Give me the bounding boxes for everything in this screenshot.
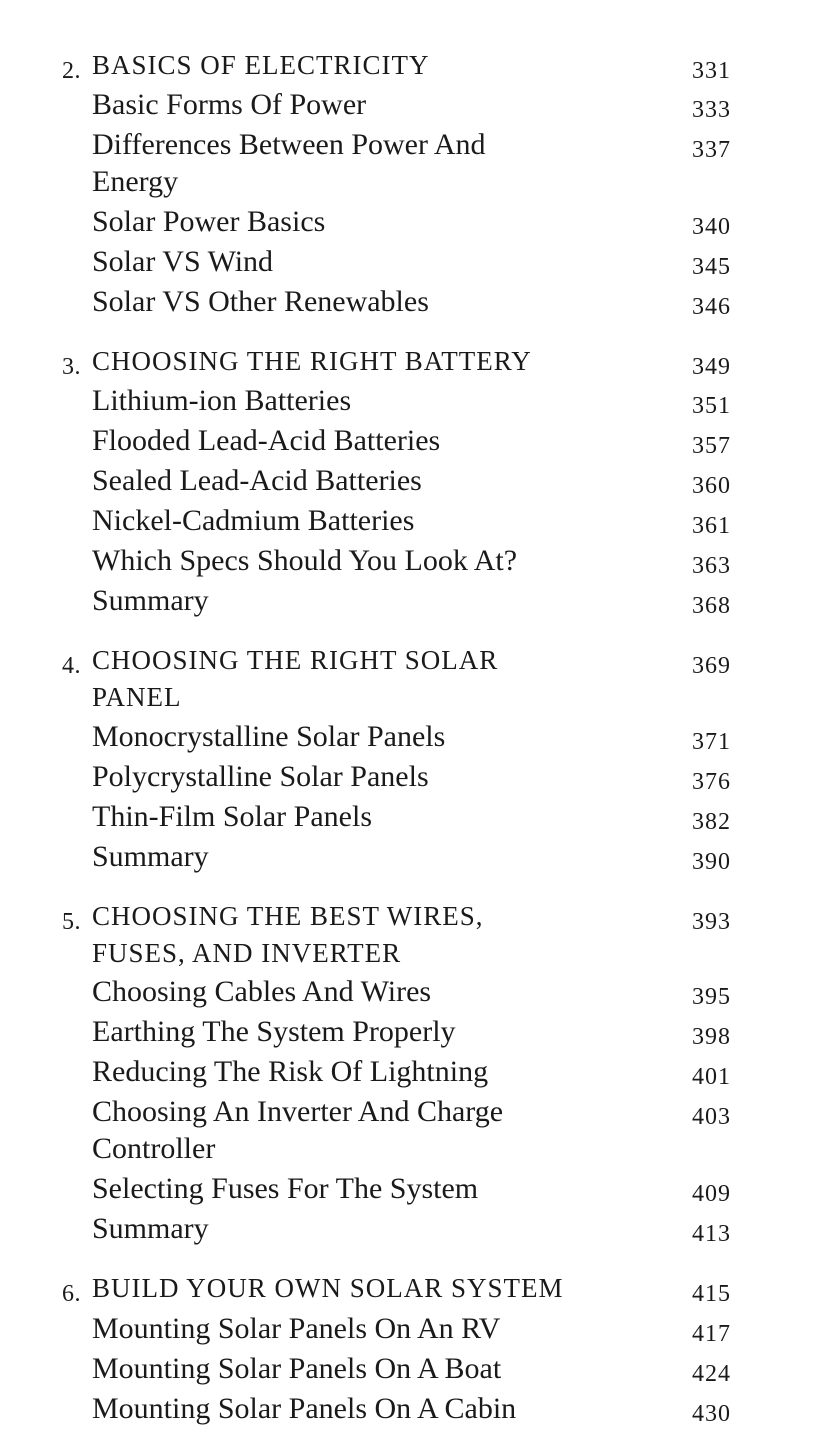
section-title: Which Specs Should You Look At? bbox=[92, 544, 518, 577]
page-number: 369 bbox=[692, 653, 731, 679]
chapter-title: CHOOSING THE RIGHT SOLAR PANEL bbox=[92, 645, 499, 712]
section-title: Thin-Film Solar Panels bbox=[92, 800, 372, 833]
section-title: Solar Power Basics bbox=[92, 205, 326, 238]
section-title: Differences Between Power And Energy bbox=[92, 128, 486, 198]
section-title: Mounting Solar Panels On A Cabin bbox=[92, 1392, 517, 1425]
section-title: Flooded Lead-Acid Batteries bbox=[92, 424, 441, 457]
page-number: 376 bbox=[692, 769, 731, 795]
section-title: Monocrystalline Solar Panels bbox=[92, 720, 446, 753]
page-number: 357 bbox=[692, 433, 731, 459]
page-number: 368 bbox=[692, 593, 731, 619]
page-number: 395 bbox=[692, 984, 731, 1010]
section-title: Reducing The Risk Of Lightning bbox=[92, 1055, 489, 1088]
page-number: 417 bbox=[692, 1321, 731, 1347]
chapter-number: 5. bbox=[62, 909, 81, 935]
section-title: Choosing Cables And Wires bbox=[92, 975, 432, 1008]
page-number: 337 bbox=[692, 137, 731, 163]
page-number: 413 bbox=[692, 1221, 731, 1247]
page-number: 430 bbox=[692, 1401, 731, 1427]
section-title: Selecting Fuses For The System bbox=[92, 1172, 479, 1205]
section-title: Summary bbox=[92, 1212, 209, 1245]
page-number: 331 bbox=[692, 58, 731, 84]
page-number: 333 bbox=[692, 97, 731, 123]
page-number: 346 bbox=[692, 294, 731, 320]
section-title: Summary bbox=[92, 584, 209, 617]
page-number: 340 bbox=[692, 214, 731, 240]
page-number: 424 bbox=[692, 1361, 731, 1387]
section-title: Mounting Solar Panels On A Boat bbox=[92, 1352, 502, 1385]
page-number: 382 bbox=[692, 809, 731, 835]
section-title: Choosing An Inverter And Charge Controller bbox=[92, 1095, 504, 1165]
section-title: Summary bbox=[92, 840, 209, 873]
page-number: 398 bbox=[692, 1024, 731, 1050]
chapter-title: BUILD YOUR OWN SOLAR SYSTEM bbox=[92, 1273, 564, 1303]
chapter-number: 3. bbox=[62, 354, 81, 380]
page-number: 361 bbox=[692, 513, 731, 539]
section-title: Lithium-ion Batteries bbox=[92, 384, 352, 417]
page-number: 393 bbox=[692, 909, 731, 935]
chapter-title: BASICS OF ELECTRICITY bbox=[92, 50, 430, 80]
page-number: 360 bbox=[692, 473, 731, 499]
section-title: Basic Forms Of Power bbox=[92, 88, 367, 121]
page-number: 409 bbox=[692, 1181, 731, 1207]
section-title: Mounting Solar Panels On An RV bbox=[92, 1312, 501, 1345]
page-number: 363 bbox=[692, 553, 731, 579]
page-number: 415 bbox=[692, 1281, 731, 1307]
chapter-title: CHOOSING THE RIGHT BATTERY bbox=[92, 346, 532, 376]
section-title: Sealed Lead-Acid Batteries bbox=[92, 464, 422, 497]
page-number: 351 bbox=[692, 393, 731, 419]
chapter-number: 4. bbox=[62, 653, 81, 679]
page-number: 390 bbox=[692, 849, 731, 875]
page-number: 345 bbox=[692, 254, 731, 280]
section-title: Earthing The System Properly bbox=[92, 1015, 456, 1048]
chapter-title: CHOOSING THE BEST WIRES, FUSES, AND INVERTER bbox=[92, 901, 484, 968]
page-number: 371 bbox=[692, 729, 731, 755]
chapter-number: 6. bbox=[62, 1281, 81, 1307]
section-title: Nickel-Cadmium Batteries bbox=[92, 504, 415, 537]
page-number: 403 bbox=[692, 1104, 731, 1130]
section-title: Polycrystalline Solar Panels bbox=[92, 760, 429, 793]
page-number: 349 bbox=[692, 354, 731, 380]
page-number: 401 bbox=[692, 1064, 731, 1090]
section-title: Solar VS Other Renewables bbox=[92, 285, 429, 318]
chapter-number: 2. bbox=[62, 58, 81, 84]
section-title: Solar VS Wind bbox=[92, 245, 274, 278]
